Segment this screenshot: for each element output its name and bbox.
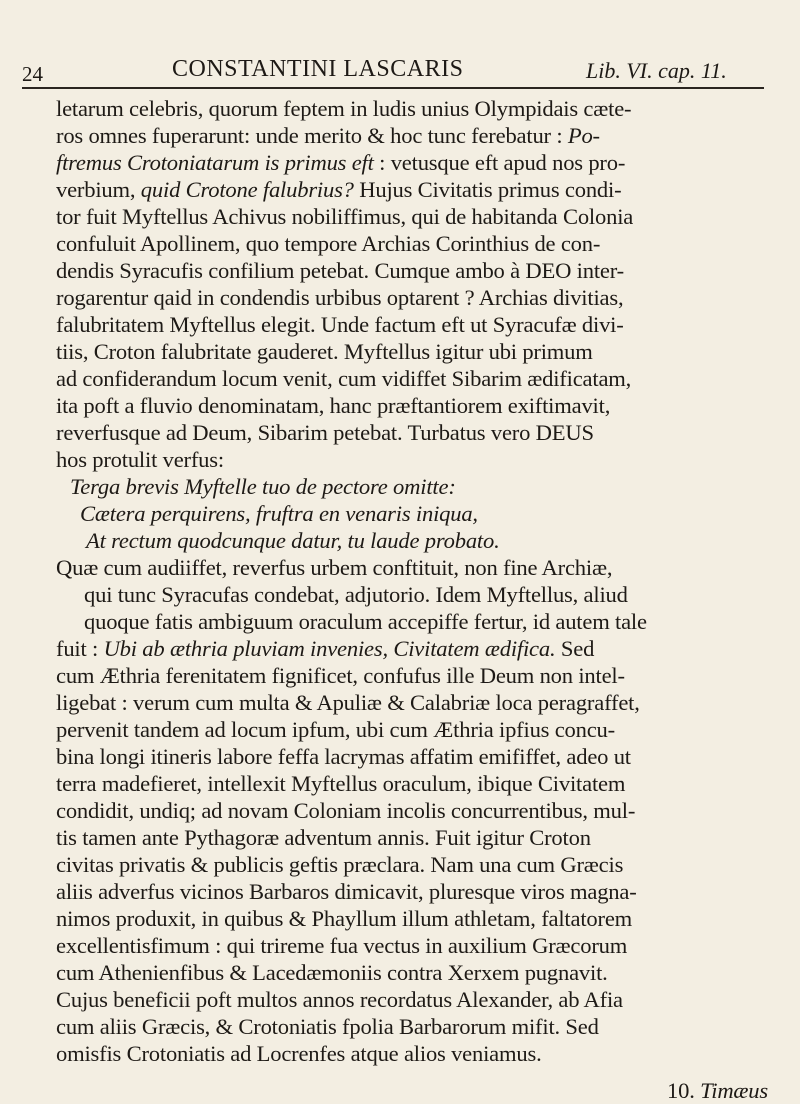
text-line: tis tamen ante Pythagoræ adventum annis. Fuit igitur Croton bbox=[56, 825, 591, 850]
text-line: rogarentur qaid in condendis urbibus optarent ? Archias divitias, bbox=[56, 285, 624, 310]
text-line: aliis adverfus vicinos Barbaros dimicavit, pluresque viros magna- bbox=[56, 879, 637, 904]
text-line: dendis Syracufis confilium petebat. Cumque ambo à DEO inter- bbox=[56, 258, 624, 283]
text-line: ftremus Crotoniatarum is primus eft : vetusque eft apud nos pro- bbox=[56, 150, 626, 175]
page-header bbox=[22, 48, 762, 84]
text-line: cum Athenienfibus & Lacedæmoniis contra Xerxem pugnavit. bbox=[56, 960, 608, 985]
running-title: CONSTANTINI LASCARIS bbox=[172, 56, 464, 82]
text-line: ad confiderandum locum venit, cum vidiffet Sibarim ædificatam, bbox=[56, 366, 632, 391]
text-line: hos protulit verfus: bbox=[56, 447, 224, 472]
page-number: 24 bbox=[22, 62, 43, 86]
text-line: Quæ cum audiiffet, reverfus urbem conftituit, non fine Archiæ, bbox=[56, 555, 613, 580]
text-line: tiis, Croton falubritate gauderet. Myftellus igitur ubi primum bbox=[56, 339, 593, 364]
text-line: confuluit Apollinem, quo tempore Archias Corinthius de con- bbox=[56, 231, 601, 256]
text-line: omisfis Crotoniatis ad Locrenfes atque alios veniamus. bbox=[56, 1041, 542, 1066]
text-line: verbium, quid Crotone falubrius? Hujus Civitatis primus condi- bbox=[56, 177, 622, 202]
text-line: civitas privatis & publicis geftis præclara. Nam una cum Græcis bbox=[56, 852, 624, 877]
text-line: condidit, undiq; ad novam Coloniam incolis concurrentibus, mul- bbox=[56, 798, 636, 823]
text-line: tor fuit Myftellus Achivus nobiliffimus, qui de habitanda Colonia bbox=[56, 204, 634, 229]
catchword: 10. Timæus bbox=[667, 1078, 768, 1103]
page-body bbox=[56, 95, 770, 1104]
text-line: fuit : Ubi ab æthria pluviam invenies, Civitatem ædifica. Sed bbox=[56, 636, 595, 661]
header-rule bbox=[22, 87, 764, 89]
text-line: qui tunc Syracufas condebat, adjutorio. Idem Myftellus, aliud bbox=[84, 582, 628, 607]
text-line: terra madefieret, intellexit Myftellus oraculum, ibique Civitatem bbox=[56, 771, 626, 796]
verse-line: At rectum quodcunque datur, tu laude probato. bbox=[86, 528, 500, 553]
chapter-reference: Lib. VI. cap. 11. bbox=[586, 58, 727, 83]
text-line: reverfusque ad Deum, Sibarim petebat. Turbatus vero DEUS bbox=[56, 420, 594, 445]
text-line: pervenit tandem ad locum ipfum, ubi cum Æthria ipfius concu- bbox=[56, 717, 615, 742]
text-line: ros omnes fuperarunt: unde merito & hoc tunc ferebatur : Po- bbox=[56, 123, 600, 148]
text-line: quoque fatis ambiguum oraculum accepiffe fertur, id autem tale bbox=[84, 609, 647, 634]
text-line: ligebat : verum cum multa & Apuliæ & Calabriæ loca peragraffet, bbox=[56, 690, 640, 715]
text-line: Cujus beneficii poft multos annos recordatus Alexander, ab Afia bbox=[56, 987, 623, 1012]
text-line: nimos produxit, in quibus & Phayllum illum athletam, faltatorem bbox=[56, 906, 633, 931]
text-line: falubritatem Myftellus elegit. Unde factum eft ut Syracufæ divi- bbox=[56, 312, 624, 337]
text-line: excellentisfimum : qui trireme fua vectus in auxilium Græcorum bbox=[56, 933, 628, 958]
text-line: cum Æthria ferenitatem fignificet, confufus ille Deum non intel- bbox=[56, 663, 625, 688]
text-line: letarum celebris, quorum feptem in ludis unius Olympidais cæte- bbox=[56, 96, 632, 121]
text-line: cum aliis Græcis, & Crotoniatis fpolia Barbarorum mifit. Sed bbox=[56, 1014, 599, 1039]
text-line: ita poft a fluvio denominatam, hanc præftantiorem exiftimavit, bbox=[56, 393, 611, 418]
verse-line: Cætera perquirens, fruftra en venaris iniqua, bbox=[80, 501, 478, 526]
verse-line: Terga brevis Myftelle tuo de pectore omitte: bbox=[70, 474, 456, 499]
text-line: bina longi itineris labore feffa lacrymas affatim emififfet, adeo ut bbox=[56, 744, 631, 769]
